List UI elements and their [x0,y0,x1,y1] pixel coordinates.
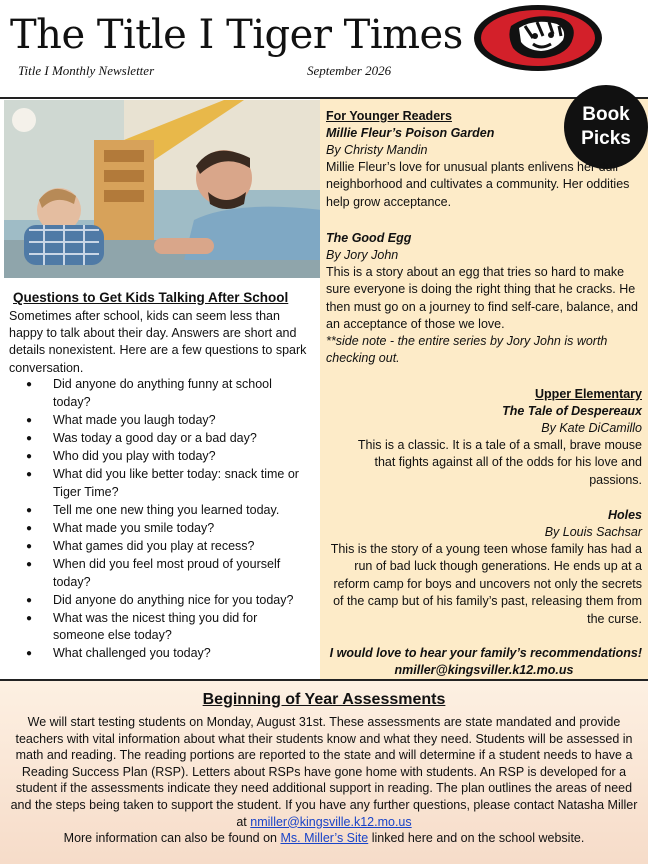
questions-heading: Questions to Get Kids Talking After School [13,290,289,305]
book-author: By Kate DiCamillo [541,421,642,435]
list-item: ● Did anyone do anything nice for you today? [0,592,312,610]
book-description: This is a story about an egg that tries so hard to make sure everyone is doing the right thing that he cracks. He then must go on a journey to find self-care, balance, and an acceptance of those we love. [326,265,638,332]
questions-list [0,376,318,664]
book-picks-badge [564,85,648,169]
list-item: ● Who did you play with today? [0,448,312,466]
email-link[interactable]: nmiller@kingsville.k12.mo.us [250,814,412,829]
list-item: ● When did you feel most proud of yourself today? [0,556,312,591]
list-item: ● What games did you play at recess? [0,538,312,556]
list-item: ● Was today a good day or a bad day? [0,430,312,448]
younger-readers-heading: For Younger Readers [326,109,452,123]
newsletter-title: The Title I Tiger Times [10,12,463,58]
miller-site-link[interactable]: Ms. Miller’s Site [280,831,369,846]
book-description: This is a classic. It is a tale of a small, brave mouse that fights against all of the odds for his love and passions. [357,438,642,487]
book-author: By Jory John [326,248,399,262]
newsletter-subtitle: Title I Monthly Newsletter [18,63,155,78]
assessments-heading: Beginning of Year Assessments [202,691,446,708]
list-item: ● Tell me one new thing you learned today. [0,502,312,520]
book-description: This is the story of a young teen whose family has had a run of bad luck though generations. He ends up at a reform camp for boys and uncovers not only the secrets of the camp but of his family’s past, releasing them from the curse. [330,542,642,626]
recommendations-closing: I would love to hear your family’s recommendations! [329,646,642,660]
book-title: The Tale of Despereaux [502,404,642,418]
book-author: By Christy Mandin [326,143,428,157]
badge-line: Picks [581,128,631,149]
list-item: ● What did you like better today: snack time or Tiger Time? [0,466,312,501]
upper-elementary-heading: Upper Elementary [535,387,642,401]
list-item: ● What was the nicest thing you did for someone else today? [0,610,312,645]
list-item: ● What challenged you today? [0,645,312,663]
assessments-text: We will start testing students on Monday, August 31st. These assessments are state mandated and provide teachers with vital information about what their students know and what they need. Students will be assessed in math and reading. The reading portions are reported to the state and will determine if a student needs to have a Reading Success Plan (RSP). Letters about RSPs have gone home with students. An RSP is developed for a student if the assessments indicate they need additional support in reading. The plan outlines the areas of need and the steps being taken to support the student. If you have any further questions, please contact Natasha Miller at [10,715,638,829]
book-description: Millie Fleur’s love for unusual plants enlivens her dull neighborhood and cultivates a community. Her oddities help grow acceptance. [326,160,630,209]
book-title: Holes [607,508,642,522]
book-title: The Good Egg [326,231,412,245]
father-son-photo [4,100,322,278]
tiger-logo [473,4,603,72]
more-info-text: More information can also be found on [63,831,277,846]
book-picks-section [320,99,648,679]
questions-intro: Sometimes after school, kids can seem less than happy to talk about their day. Answers are short and details nonexistent. Here are a few questions to spark conversation. [9,309,307,375]
list-item: ● What made you laugh today? [0,412,312,430]
questions-section [0,278,318,678]
badge-line: Book [582,104,630,125]
list-item: ● Did anyone do anything funny at school today? [0,376,312,411]
newsletter-date: September 2026 [307,63,392,78]
masthead [0,0,648,98]
contact-email: nmiller@kingsviller.k12.mo.us [394,663,574,677]
assessments-section [0,679,648,864]
list-item: ● What made you smile today? [0,520,312,538]
book-note: **side note - the entire series by Jory John is worth checking out. [326,334,608,366]
assessments-body [8,714,640,847]
more-info-text: linked here and on the school website. [371,831,585,846]
book-author: By Louis Sachsar [544,525,642,539]
book-title: Millie Fleur’s Poison Garden [326,126,495,140]
